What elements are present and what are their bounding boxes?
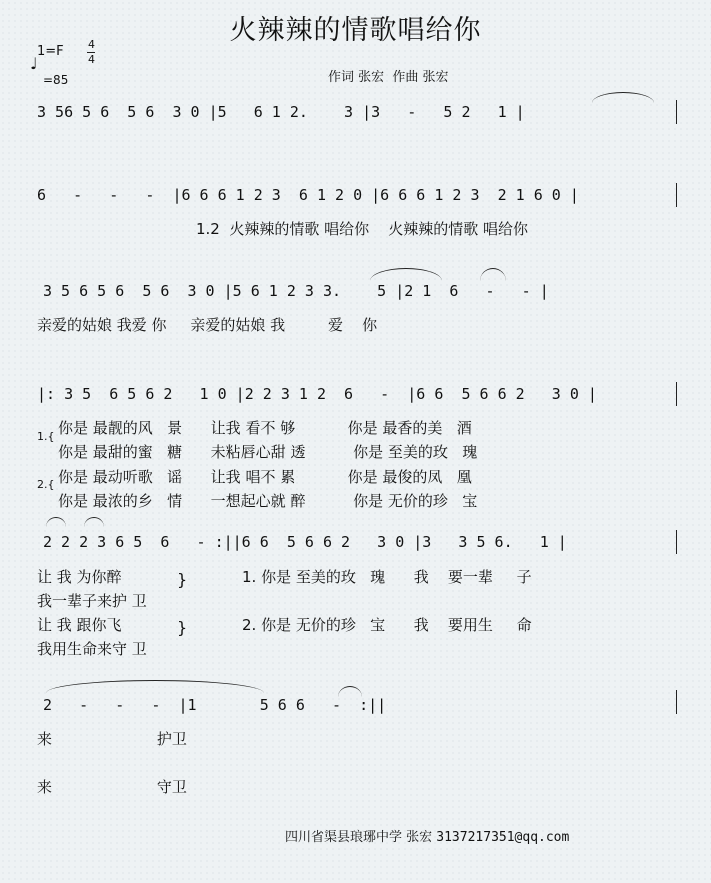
- slur: [84, 517, 104, 527]
- footer-attribution: 四川省渠县琅琊中学 张宏 3137217351@qq.com: [285, 830, 570, 845]
- ending-1-lyric: 1. 你是 至美的玫 瑰 我 要一辈 子: [242, 568, 532, 586]
- brace: }: [177, 570, 188, 589]
- lyrics-row-6-a: 来 护卫: [37, 730, 187, 748]
- lyric-ending-b2: 我用生命来守 卫: [37, 640, 147, 658]
- slur: [480, 268, 506, 281]
- verse-marker-1: 1.{: [37, 430, 55, 443]
- notation-row-4: |: 3 5 6 5 6 2 1 0 |2 2 3 1 2 6 - |6 6 5 6 6 2 3 0 |: [37, 385, 597, 403]
- slur: [592, 92, 654, 103]
- lyrics-row-2: 1.2 火辣辣的情歌 唱给你 火辣辣的情歌 唱给你: [196, 220, 529, 238]
- credits: 作词 张宏 作曲 张宏: [328, 70, 449, 85]
- verse-lyric-2: 你是 最甜的蜜 糖 未粘唇心甜 透 你是 至美的玫 瑰: [58, 443, 478, 461]
- quarter-note-icon: ♩: [30, 54, 38, 73]
- verse-lyric-4: 你是 最浓的乡 情 一想起心就 醉 你是 无价的珍 宝: [58, 492, 478, 510]
- tempo-marking: =85: [43, 73, 69, 87]
- verse-lyric-1: 你是 最靓的风 景 让我 看不 够 你是 最香的美 酒: [58, 419, 472, 437]
- brace: }: [177, 618, 188, 637]
- slur: [46, 680, 264, 693]
- song-title: 火辣辣的情歌唱给你: [229, 15, 482, 46]
- notation-row-5: 2 2 2 3 6 5 6 - :||6 6 5 6 6 2 3 0 |3 3 5 6. 1 |: [43, 533, 567, 551]
- time-signature-top: 4: [88, 38, 95, 51]
- slur: [370, 268, 442, 281]
- lyrics-row-6-b: 来 守卫: [37, 778, 187, 796]
- lyric-ending-a1: 让 我 为你醉: [37, 568, 122, 586]
- ending-2-lyric: 2. 你是 无价的珍 宝 我 要用生 命: [242, 616, 532, 634]
- key-signature: 1=F: [37, 44, 64, 59]
- verse-lyric-3: 你是 最动听歌 谣 让我 唱不 累 你是 最俊的凤 凰: [58, 468, 472, 486]
- lyrics-row-3: 亲爱的姑娘 我爱 你 亲爱的姑娘 我 爱 你: [37, 316, 378, 334]
- time-signature-bottom: 4: [88, 53, 95, 66]
- notation-row-2: 6 - - - |6 6 6 1 2 3 6 1 2 0 |6 6 6 1 2 3 2 1 6 0 |: [37, 186, 579, 204]
- slur: [46, 517, 66, 527]
- verse-marker-2: 2.{: [37, 478, 55, 491]
- lyric-ending-b1: 让 我 跟你飞: [37, 616, 122, 634]
- notation-row-1: 3 56 5 6 5 6 3 0 |5 6 1 2. 3 |3 - 5 2 1 |: [37, 103, 525, 121]
- notation-row-3: 3 5 6 5 6 5 6 3 0 |5 6 1 2 3 3. 5 |2 1 6 - - |: [43, 282, 549, 300]
- lyric-ending-a2: 我一辈子来护 卫: [37, 592, 147, 610]
- notation-row-6: 2 - - - |1 5 6 6 - :||: [43, 696, 387, 714]
